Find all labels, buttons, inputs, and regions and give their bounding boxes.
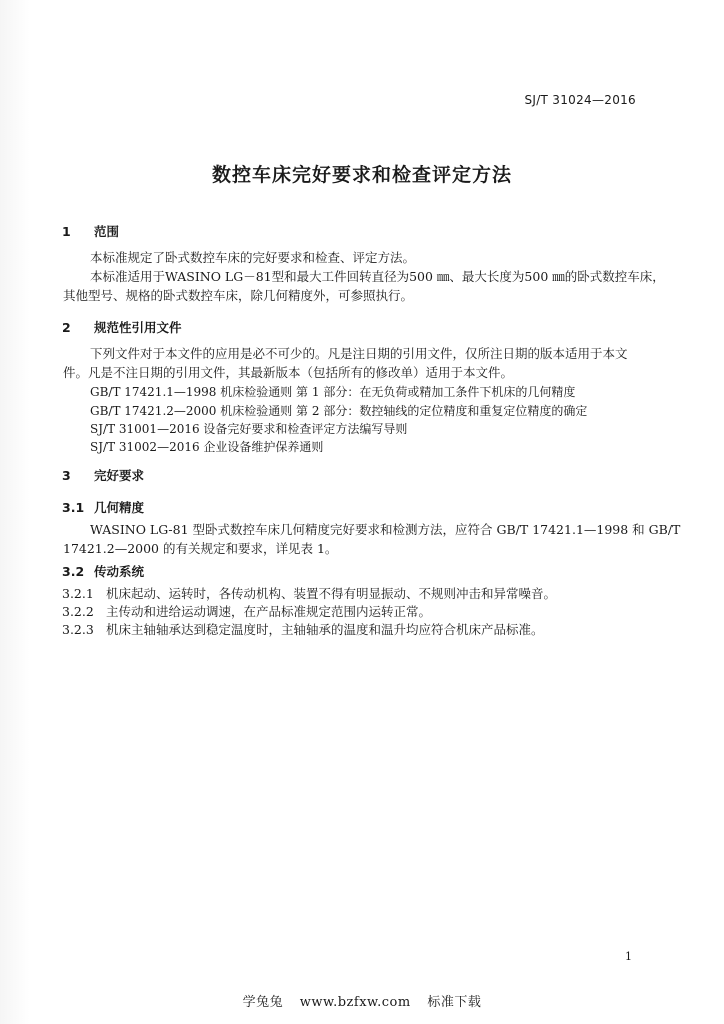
clause-number: 3.2.3 <box>62 622 94 637</box>
clause-number: 3.2.2 <box>62 604 94 619</box>
clause-item <box>62 603 431 621</box>
section-title: 范围 <box>94 224 120 239</box>
reference-item: SJ/T 31001—2016 设备完好要求和检查评定方法编写导则 <box>90 422 408 436</box>
reference-item: SJ/T 31002—2016 企业设备维护保养通则 <box>90 440 324 454</box>
clause-text: 机床起动、运转时，各传动机构、装置不得有明显振动、不规则冲击和异常噪音。 <box>106 586 557 601</box>
subsection-title: 几何精度 <box>94 500 145 515</box>
paragraph-line: 17421.2—2000 的有关规定和要求，详见表 1。 <box>63 541 338 556</box>
paragraph-line: 下列文件对于本文件的应用是必不可少的。凡是注日期的引用文件，仅所注日期的版本适用于本文 <box>90 346 628 361</box>
paragraph-line: 其他型号、规格的卧式数控车床，除几何精度外，可参照执行。 <box>63 288 414 303</box>
clause-item <box>62 585 556 603</box>
clause-text: 机床主轴轴承达到稳定温度时，主轴轴承的温度和温升均应符合机床产品标准。 <box>106 622 544 637</box>
footer-url[interactable]: www.bzfxw.com <box>299 995 411 1010</box>
paragraph-line: 本标准适用于WASINO LG－81型和最大工件回转直径为500 ㎜、最大长度为500 ㎜的卧式数控车床， <box>90 269 665 284</box>
clause-item <box>62 621 544 639</box>
subsection-number: 3.1 <box>62 500 85 515</box>
footer-site-name: 学兔兔 <box>242 995 284 1010</box>
clause-text: 主传动和进给运动调速，在产品标准规定范围内运转正常。 <box>106 604 432 619</box>
section-1-heading <box>62 222 119 240</box>
section-3-heading <box>62 466 144 484</box>
subsection-3-2-heading <box>62 562 144 580</box>
reference-item: GB/T 17421.2—2000 机床检验通则 第 2 部分：数控轴线的定位精度和重复定位精度的确定 <box>90 404 588 418</box>
subsection-title: 传动系统 <box>94 564 145 579</box>
paragraph-line: WASINO LG-81 型卧式数控车床几何精度完好要求和检测方法，应符合 GB/T 17421.1—1998 和 GB/T <box>90 522 681 537</box>
section-2-heading <box>62 318 182 336</box>
footer-tagline: 标准下载 <box>427 995 482 1010</box>
footer-watermark <box>0 991 724 1010</box>
subsection-3-1-heading <box>62 498 144 516</box>
page-number: 1 <box>625 950 632 963</box>
subsection-number: 3.2 <box>62 564 85 579</box>
section-title: 规范性引用文件 <box>94 320 182 335</box>
document-code: SJ/T 31024—2016 <box>524 93 636 107</box>
paragraph-line: 件。凡是不注日期的引用文件，其最新版本（包括所有的修改单）适用于本文件。 <box>63 365 514 380</box>
reference-item: GB/T 17421.1—1998 机床检验通则 第 1 部分：在无负荷或精加工条件下机床的几何精度 <box>90 385 576 399</box>
section-number: 2 <box>62 320 71 335</box>
section-number: 1 <box>62 224 71 239</box>
scan-edge-shadow <box>0 0 30 1024</box>
paragraph: 本标准规定了卧式数控车床的完好要求和检查、评定方法。 <box>90 250 416 265</box>
section-title: 完好要求 <box>94 468 145 483</box>
clause-number: 3.2.1 <box>62 586 94 601</box>
section-number: 3 <box>62 468 71 483</box>
page-title: 数控车床完好要求和检查评定方法 <box>211 164 512 186</box>
